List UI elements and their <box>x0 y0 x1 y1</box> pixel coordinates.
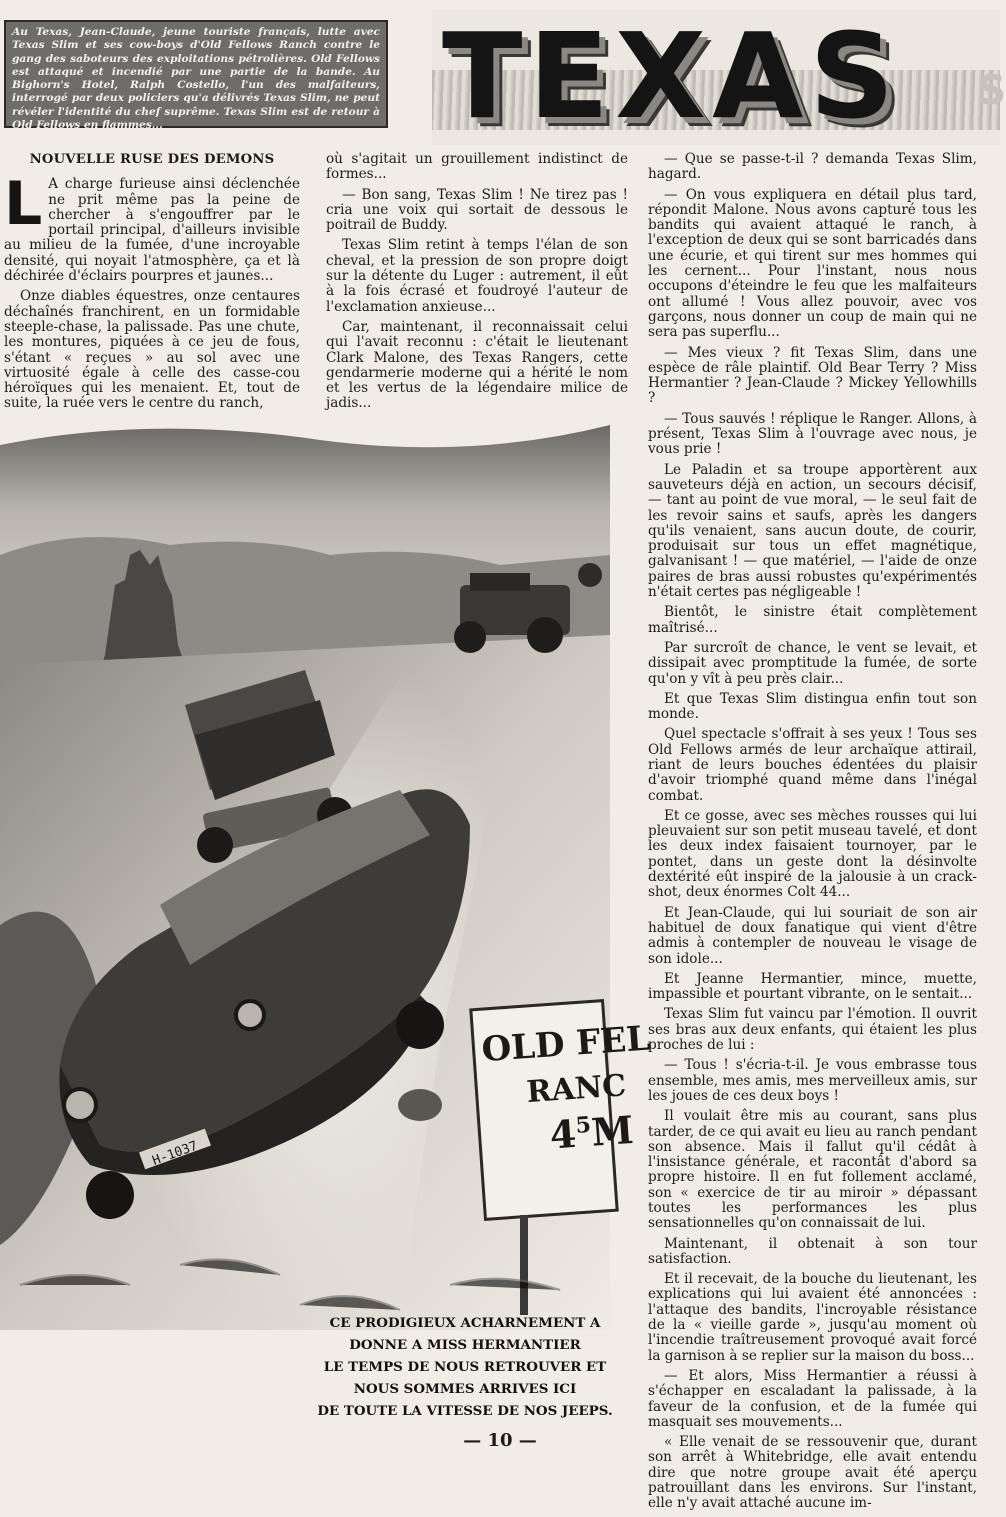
paragraph: Et que Texas Slim distingua enfin tout son monde. <box>648 690 977 723</box>
sign-text-1: OLD FEL <box>480 1018 652 1071</box>
summary-text: Au Texas, Jean-Claude, jeune touriste français, lutte avec Texas Slim et ses cow-boys d'Old Fellows Ranch contre le gang des saboteurs des exploitations pétrolières. Old Fellows est attaqué et incendié par une partie de la bande. Au Bighorn's Hotel, Ralph Costello, l'un des malfaiteurs, interrogé par deux policiers qu'a délivrés Texas Slim, ne peut révéler l'identité du chef suprême. Texas Slim est de retour à Old Fellows en flammes... <box>12 26 380 132</box>
text-column-1 <box>4 152 300 417</box>
story-title-cut-letter: S <box>977 68 1006 114</box>
paragraph: Et il recevait, de la bouche du lieutenant, les explications qui lui avaient été annoncées : l'attaque des bandits, l'incroyable résistance de la « vieille garde », jusqu'au moment où l'incendie traîtreusement provoqué avait forcé la garnison à se replier sur la maison du boss... <box>648 1271 977 1364</box>
paragraph: — Et alors, Miss Hermantier a réussi à s'échapper en escaladant la palissade, à la faveur de la confusion, et de la fumée qui masquait ses mouvements... <box>648 1367 977 1430</box>
text-column-2 <box>326 152 628 417</box>
paragraph: Quel spectacle s'offrait à ses yeux ! Tous ses Old Fellows armés de leur archaïque attirail, riant de leurs bouches édentées du plaisir d'avoir triomphé quand même dans l'inégal combat. <box>648 726 977 804</box>
caption-line: DONNE A MISS HERMANTIER <box>349 1337 581 1353</box>
caption-line: DE TOUTE LA VITESSE DE NOS JEEPS. <box>317 1403 613 1419</box>
caption-line: LE TEMPS DE NOUS RETROUVER ET <box>323 1359 607 1375</box>
license-plate: H-1037 <box>150 1138 200 1169</box>
paragraph: L A charge furieuse ainsi déclenchée ne prit même pas la peine de chercher à s'engouffrer par le portail principal, d'ailleurs invisible au milieu de la fumée, d'une incroyable densité, qui noyait l'atmosphère, ça et là déchirée d'éclairs pourpres et jaunes... <box>4 169 300 285</box>
section-heading: NOUVELLE RUSE DES DEMONS <box>29 152 275 167</box>
story-title: TEXAS <box>442 7 901 145</box>
paragraph: — Mes vieux ? fit Texas Slim, dans une espèce de râle plaintif. Old Bear Terry ? Miss Hermantier ? Jean-Claude ? Mickey Yellowhills ? <box>648 344 977 407</box>
paragraph: — Que se passe-t-il ? demanda Texas Slim, hagard. <box>648 151 977 183</box>
paragraph: Car, maintenant, il reconnaissait celui qui l'avait reconnu : c'était le lieutenant Clark Malone, des Texas Rangers, cette gendarmerie moderne qui a hérité le nom et les vertus de la légendaire milice de jadis... <box>326 318 628 412</box>
paragraph: Et Jeanne Hermantier, mince, muette, impassible et pourtant vibrante, on le sentait... <box>648 970 977 1003</box>
paragraph: « Elle venait de se ressouvenir que, durant son arrêt à Whitebridge, elle avait entendu dire que notre groupe avait été aperçu patrouillant dans les environs. Sur l'instant, elle n'y avait attaché aucune im- <box>648 1434 977 1512</box>
caption-line: CE PRODIGIEUX ACHARNEMENT A <box>329 1315 601 1331</box>
paragraph: Il voulait être mis au courant, sans plus tarder, de ce qui avait eu lieu au ranch pendant son absence. Mais il fallut qu'il cédât à l'insistance générale, et racontât d'abord sa propre histoire. Il en fut follement acclamé, son « exercice de tir au miroir » dépassant toutes les performances les plus sensationnelles qu'on connaissait de lui. <box>648 1108 977 1232</box>
rock <box>398 1089 442 1121</box>
paragraph: — Bon sang, Texas Slim ! Ne tirez pas ! cria une voix qui sortait de dessous le poitrail de Buddy. <box>326 186 628 234</box>
text-column-3 <box>648 152 977 1517</box>
paragraph: Texas Slim fut vaincu par l'émotion. Il ouvrit ses bras aux deux enfants, qui étaient les plus proches de lui : <box>648 1006 977 1054</box>
paragraph: Et Jean-Claude, qui lui souriait de son air habituel de doux fanatique qui vient d'être admis à contempler de nouveau le visage de son idole... <box>648 904 977 967</box>
paragraph: Par surcroît de chance, le vent se levait, et dissipait avec promptitude la fumée, de sorte qu'on y vît à peu près clair... <box>648 639 977 687</box>
paragraph: — Tous sauvés ! réplique le Ranger. Allons, à présent, Texas Slim à l'ouvrage avec nous, je vous prie ! <box>648 410 977 458</box>
paragraph: Maintenant, il obtenait à son tour satisfaction. <box>648 1235 977 1267</box>
paragraph: Le Paladin et sa troupe apportèrent aux sauveteurs déjà en action, un secours décisif, — tant au point de vue moral, — le seul fait de les revoir sains et saufs, après les dangers qu'ils venaient, sans aucun doute, de courir, produisait sur tous un effet magnétique, galvanisant ! — que matériel, — l'aide de onze paires de bras aussi robustes qu'expérimentés n'était certes pas négligeable ! <box>648 461 977 601</box>
sign-text-2: RANC <box>525 1068 628 1111</box>
paragraph: où s'agitait un grouillement indistinct de formes... <box>326 151 628 183</box>
paragraph: Onze diables équestres, onze centaures déchaînés franchirent, en un formidable steeple-chase, la palissade. Pas une chute, les montures, piquées à ce jeu de fous, s'étant « reçues » au sol avec une virtuosité égale à celle des casse-cou héroïques qui les menaient. Et, tout de suite, la ruée vers le centre du ranch, <box>4 288 300 412</box>
page-number: — 10 — <box>463 1430 537 1451</box>
sign-text-3: $4^5M$ <box>548 1106 635 1158</box>
paragraph: Bientôt, le sinistre était complètement maîtrisé... <box>648 604 977 636</box>
paragraph: Et ce gosse, avec ses mèches rousses qui lui pleuvaient sur son petit museau tavelé, et dont les deux index faisaient tournoyer, par le pontet, dans un geste dont la désinvolte dextérité eût inspiré de la jalousie à un crack-shot, deux énormes Colt 44... <box>648 807 977 901</box>
paragraph: — Tous ! s'écria-t-il. Je vous embrasse tous ensemble, mes amis, mes merveilleux amis, sur les joues de ces deux boys ! <box>648 1057 977 1104</box>
story-summary-box <box>4 20 388 132</box>
paragraph: Texas Slim retint à temps l'élan de son cheval, et la pression de son propre doigt sur la détente du Luger : autrement, il eût à la fois écrasé et foudroyé l'auteur de l'exclamation anxieuse... <box>326 237 628 315</box>
paragraph: — On vous expliquera en détail plus tard, répondit Malone. Nous avons capturé tous les bandits qui avaient attaqué le ranch, à l'exception de deux qui se sont barricadés dans une écurie, et qui tirent sur mes hommes qui les cernent... Pour l'instant, nous nous occupons d'éteindre le feu que les malfaiteurs ont allumé ! Vous allez pouvoir, avec vos garçons, nous donner un coup de main qui ne sera pas superflu... <box>648 186 977 341</box>
title-banner <box>432 7 1006 145</box>
drop-cap: L <box>4 169 43 240</box>
illustration-caption <box>300 1312 630 1422</box>
caption-line: NOUS SOMMES ARRIVES ICI <box>353 1381 577 1397</box>
illustration-desert-cars <box>0 405 652 1330</box>
